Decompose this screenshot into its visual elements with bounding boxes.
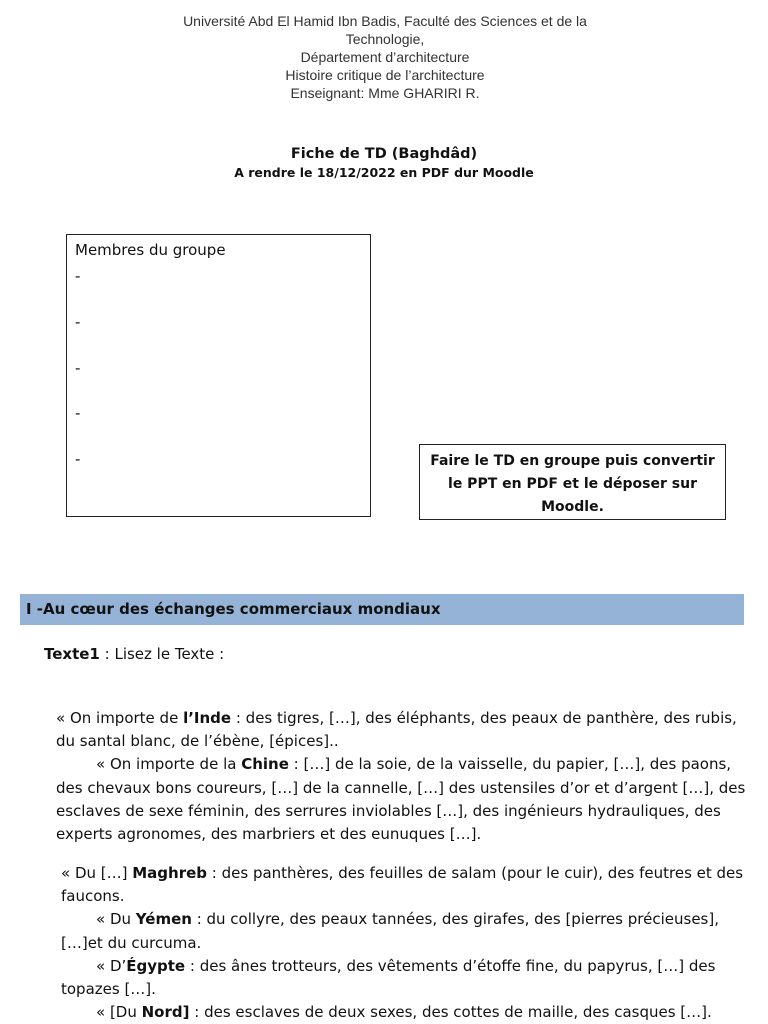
quote-nord-text: : des esclaves de deux sexes, des cottes de maille, des casques […]. — [189, 1003, 712, 1022]
quote-chine-keyword: Chine — [241, 755, 289, 774]
quote-maghreb-prefix: « Du […] — [61, 864, 133, 882]
quote-paragraph-1 — [56, 707, 746, 846]
quote-chine-prefix: « On importe de la — [96, 755, 242, 774]
document-title: Fiche de TD (Baghdâd) — [290, 146, 478, 162]
quote-nord-keyword: Nord] — [141, 1003, 190, 1022]
instruction-line-3: Moodle. — [541, 499, 604, 515]
section-heading: I -Au cœur des échanges commerciaux mondiaux — [20, 594, 744, 625]
header-line-course: Histoire critique de l’architecture — [285, 67, 485, 83]
quote-maghreb — [61, 862, 751, 908]
quote-chine — [56, 753, 746, 846]
quote-egypte — [61, 955, 751, 1001]
document-title-block — [0, 144, 768, 182]
member-line-3: - — [75, 359, 81, 377]
quote-yemen-prefix: « Du — [96, 910, 136, 929]
quote-egypte-prefix: « D’ — [96, 956, 127, 975]
member-line-2: - — [75, 313, 81, 331]
header-line-faculty: Technologie, — [345, 31, 425, 47]
member-line-5: - — [75, 450, 81, 468]
institution-header — [160, 12, 610, 102]
group-members-heading: Membres du groupe — [75, 241, 226, 259]
quote-yemen-text: : du collyre, des peaux tannées, des girafes, des [pierres précieuses], […]et du curcuma. — [61, 910, 719, 952]
quote-yemen — [61, 908, 751, 954]
quote-inde-text: : des tigres, […], des éléphants, des peaux de panthère, des rubis, du santal blanc, de l’ébène, [épices].. — [56, 709, 737, 751]
text-label-instruction: : Lisez le Texte : — [99, 645, 225, 663]
text-label-name: Texte1 — [44, 645, 100, 663]
instruction-box — [419, 444, 726, 520]
quote-nord — [61, 1001, 751, 1024]
quote-egypte-text: : des ânes trotteurs, des vêtements d’étoffe fine, du papyrus, […] des topazes […]. — [61, 956, 716, 999]
header-line-department: Département d’architecture — [300, 49, 470, 65]
quote-inde-prefix: « On importe de — [56, 709, 184, 727]
instruction-line-1: Faire le TD en groupe puis convertir — [430, 453, 715, 469]
quote-nord-prefix: « [Du — [96, 1003, 142, 1022]
member-line-1: - — [75, 267, 81, 285]
quote-paragraph-2 — [61, 862, 751, 1024]
instruction-line-2: le PPT en PDF et le déposer sur — [448, 476, 697, 492]
quote-maghreb-keyword: Maghreb — [132, 864, 208, 882]
member-line-4: - — [75, 404, 81, 422]
group-members-box — [66, 234, 371, 517]
header-line-university: Université Abd El Hamid Ibn Badis, Faculté des Sciences et de la — [183, 13, 587, 29]
quote-egypte-keyword: Égypte — [126, 956, 186, 975]
quote-inde-keyword: l’Inde — [183, 709, 232, 727]
header-line-teacher: Enseignant: Mme GHARIRI R. — [290, 85, 480, 101]
quote-chine-text: : […] de la soie, de la vaisselle, du papier, […], des paons, des chevaux bons coureurs, […] de la cannelle, […] des ustensiles d’or et d’argent […], des esclaves de sexe féminin, des serrures inviolables […], des ingénieurs hydrauliques, des experts agronomes, des marbriers et des eunuques […]. — [56, 755, 746, 844]
quote-maghreb-text: : des panthères, des feuilles de salam (pour le cuir), des feutres et des faucons. — [61, 864, 744, 906]
text-label — [44, 643, 224, 665]
document-subtitle: A rendre le 18/12/2022 en PDF dur Moodle — [234, 165, 534, 180]
quote-yemen-keyword: Yémen — [135, 910, 192, 929]
quote-inde — [56, 707, 746, 753]
